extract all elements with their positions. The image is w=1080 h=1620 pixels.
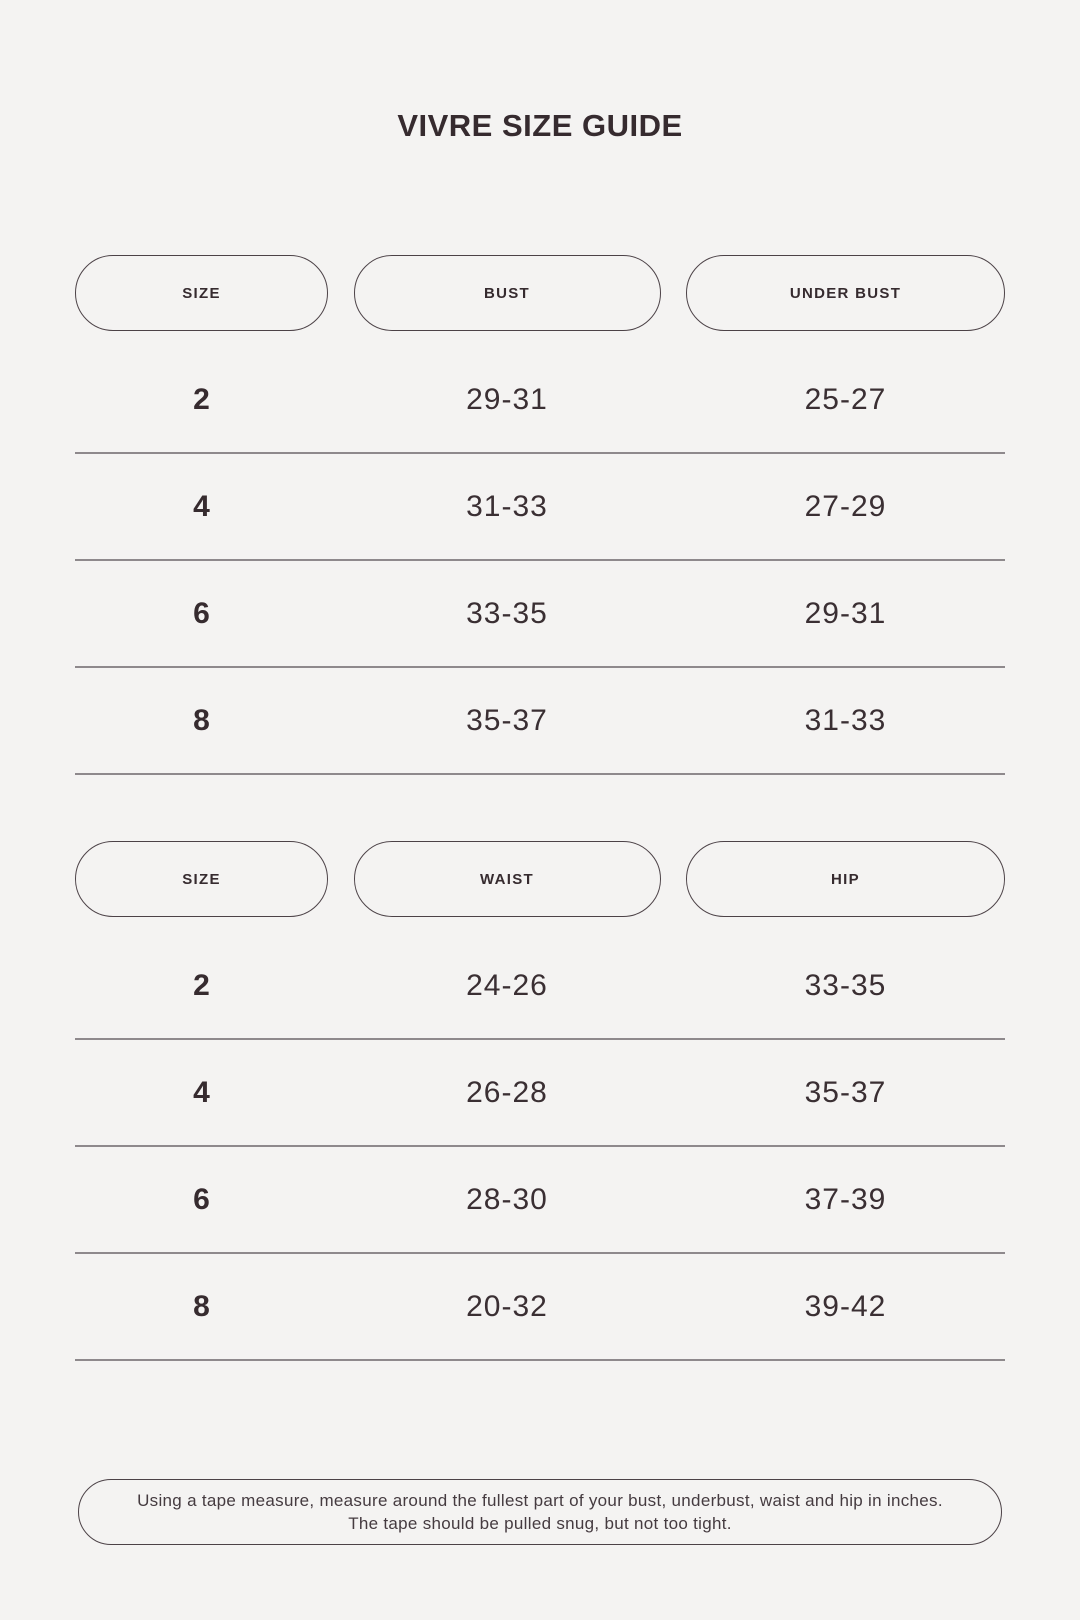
table-row — [75, 561, 1005, 668]
bust-value: 29-31 — [466, 382, 548, 416]
table-row — [75, 347, 1005, 454]
table-row — [75, 933, 1005, 1040]
bust-value: 33-35 — [466, 596, 548, 630]
header-label-size: SIZE — [182, 284, 221, 302]
size-cell — [75, 969, 328, 1003]
measuring-note-pill — [78, 1479, 1002, 1545]
size-cell — [75, 1076, 328, 1110]
header-pill-size — [75, 841, 328, 917]
size-value: 4 — [193, 489, 210, 523]
note-line-2: The tape should be pulled snug, but not too tight. — [348, 1514, 732, 1533]
size-cell — [75, 1183, 328, 1217]
bust-value: 35-37 — [466, 703, 548, 737]
hip-value: 37-39 — [804, 1182, 887, 1216]
waist-value: 24-26 — [466, 968, 548, 1002]
under-bust-cell — [686, 597, 1005, 631]
table-row — [75, 1254, 1005, 1361]
size-cell — [75, 597, 328, 631]
waist-table-rows — [75, 933, 1005, 1361]
table-row — [75, 1040, 1005, 1147]
size-value: 8 — [193, 1289, 210, 1323]
waist-cell — [354, 1076, 661, 1110]
bust-table-header-row — [75, 255, 1005, 331]
size-value: 6 — [193, 1182, 210, 1216]
under-bust-value: 27-29 — [804, 489, 887, 523]
waist-cell — [354, 1290, 661, 1324]
header-pill-bust — [354, 255, 661, 331]
bust-cell — [354, 490, 661, 524]
bust-cell — [354, 597, 661, 631]
size-value: 4 — [193, 1075, 210, 1109]
header-pill-under-bust — [686, 255, 1005, 331]
bust-cell — [354, 704, 661, 738]
size-value: 8 — [193, 703, 210, 737]
bust-size-table — [75, 255, 1005, 775]
under-bust-value: 29-31 — [804, 596, 887, 630]
bust-value: 31-33 — [466, 489, 548, 523]
header-pill-hip — [686, 841, 1005, 917]
hip-value: 35-37 — [804, 1075, 887, 1109]
size-cell — [75, 383, 328, 417]
size-cell — [75, 704, 328, 738]
under-bust-cell — [686, 704, 1005, 738]
header-pill-waist — [354, 841, 661, 917]
header-label-under-bust: UNDER BUST — [789, 284, 902, 302]
under-bust-cell — [686, 490, 1005, 524]
table-row — [75, 454, 1005, 561]
size-cell — [75, 490, 328, 524]
size-value: 2 — [193, 382, 210, 416]
table-row — [75, 1147, 1005, 1254]
hip-cell — [686, 1183, 1005, 1217]
waist-table-header-row — [75, 841, 1005, 917]
hip-cell — [686, 1076, 1005, 1110]
waist-cell — [354, 969, 661, 1003]
table-row — [75, 668, 1005, 775]
waist-cell — [354, 1183, 661, 1217]
bust-cell — [354, 383, 661, 417]
size-guide-content — [75, 255, 1005, 1361]
hip-cell — [686, 1290, 1005, 1324]
under-bust-value: 31-33 — [804, 703, 887, 737]
header-label-size: SIZE — [182, 870, 221, 888]
waist-hip-table — [75, 841, 1005, 1361]
waist-value: 26-28 — [466, 1075, 548, 1109]
header-pill-size — [75, 255, 328, 331]
header-label-bust: BUST — [483, 284, 531, 302]
header-label-waist: WAIST — [480, 870, 534, 888]
size-value: 2 — [193, 968, 210, 1002]
size-cell — [75, 1290, 328, 1324]
under-bust-cell — [686, 383, 1005, 417]
size-value: 6 — [193, 596, 210, 630]
note-line-1: Using a tape measure, measure around the fullest part of your bust, underbust, waist and hip in inches. — [137, 1491, 943, 1510]
header-label-hip: HIP — [831, 870, 860, 888]
page-title: VIVRE SIZE GUIDE — [397, 108, 683, 143]
hip-cell — [686, 969, 1005, 1003]
hip-value: 33-35 — [804, 968, 887, 1002]
bust-table-rows — [75, 347, 1005, 775]
under-bust-value: 25-27 — [804, 382, 887, 416]
waist-value: 28-30 — [466, 1182, 548, 1216]
waist-value: 20-32 — [466, 1289, 548, 1323]
hip-value: 39-42 — [804, 1289, 887, 1323]
